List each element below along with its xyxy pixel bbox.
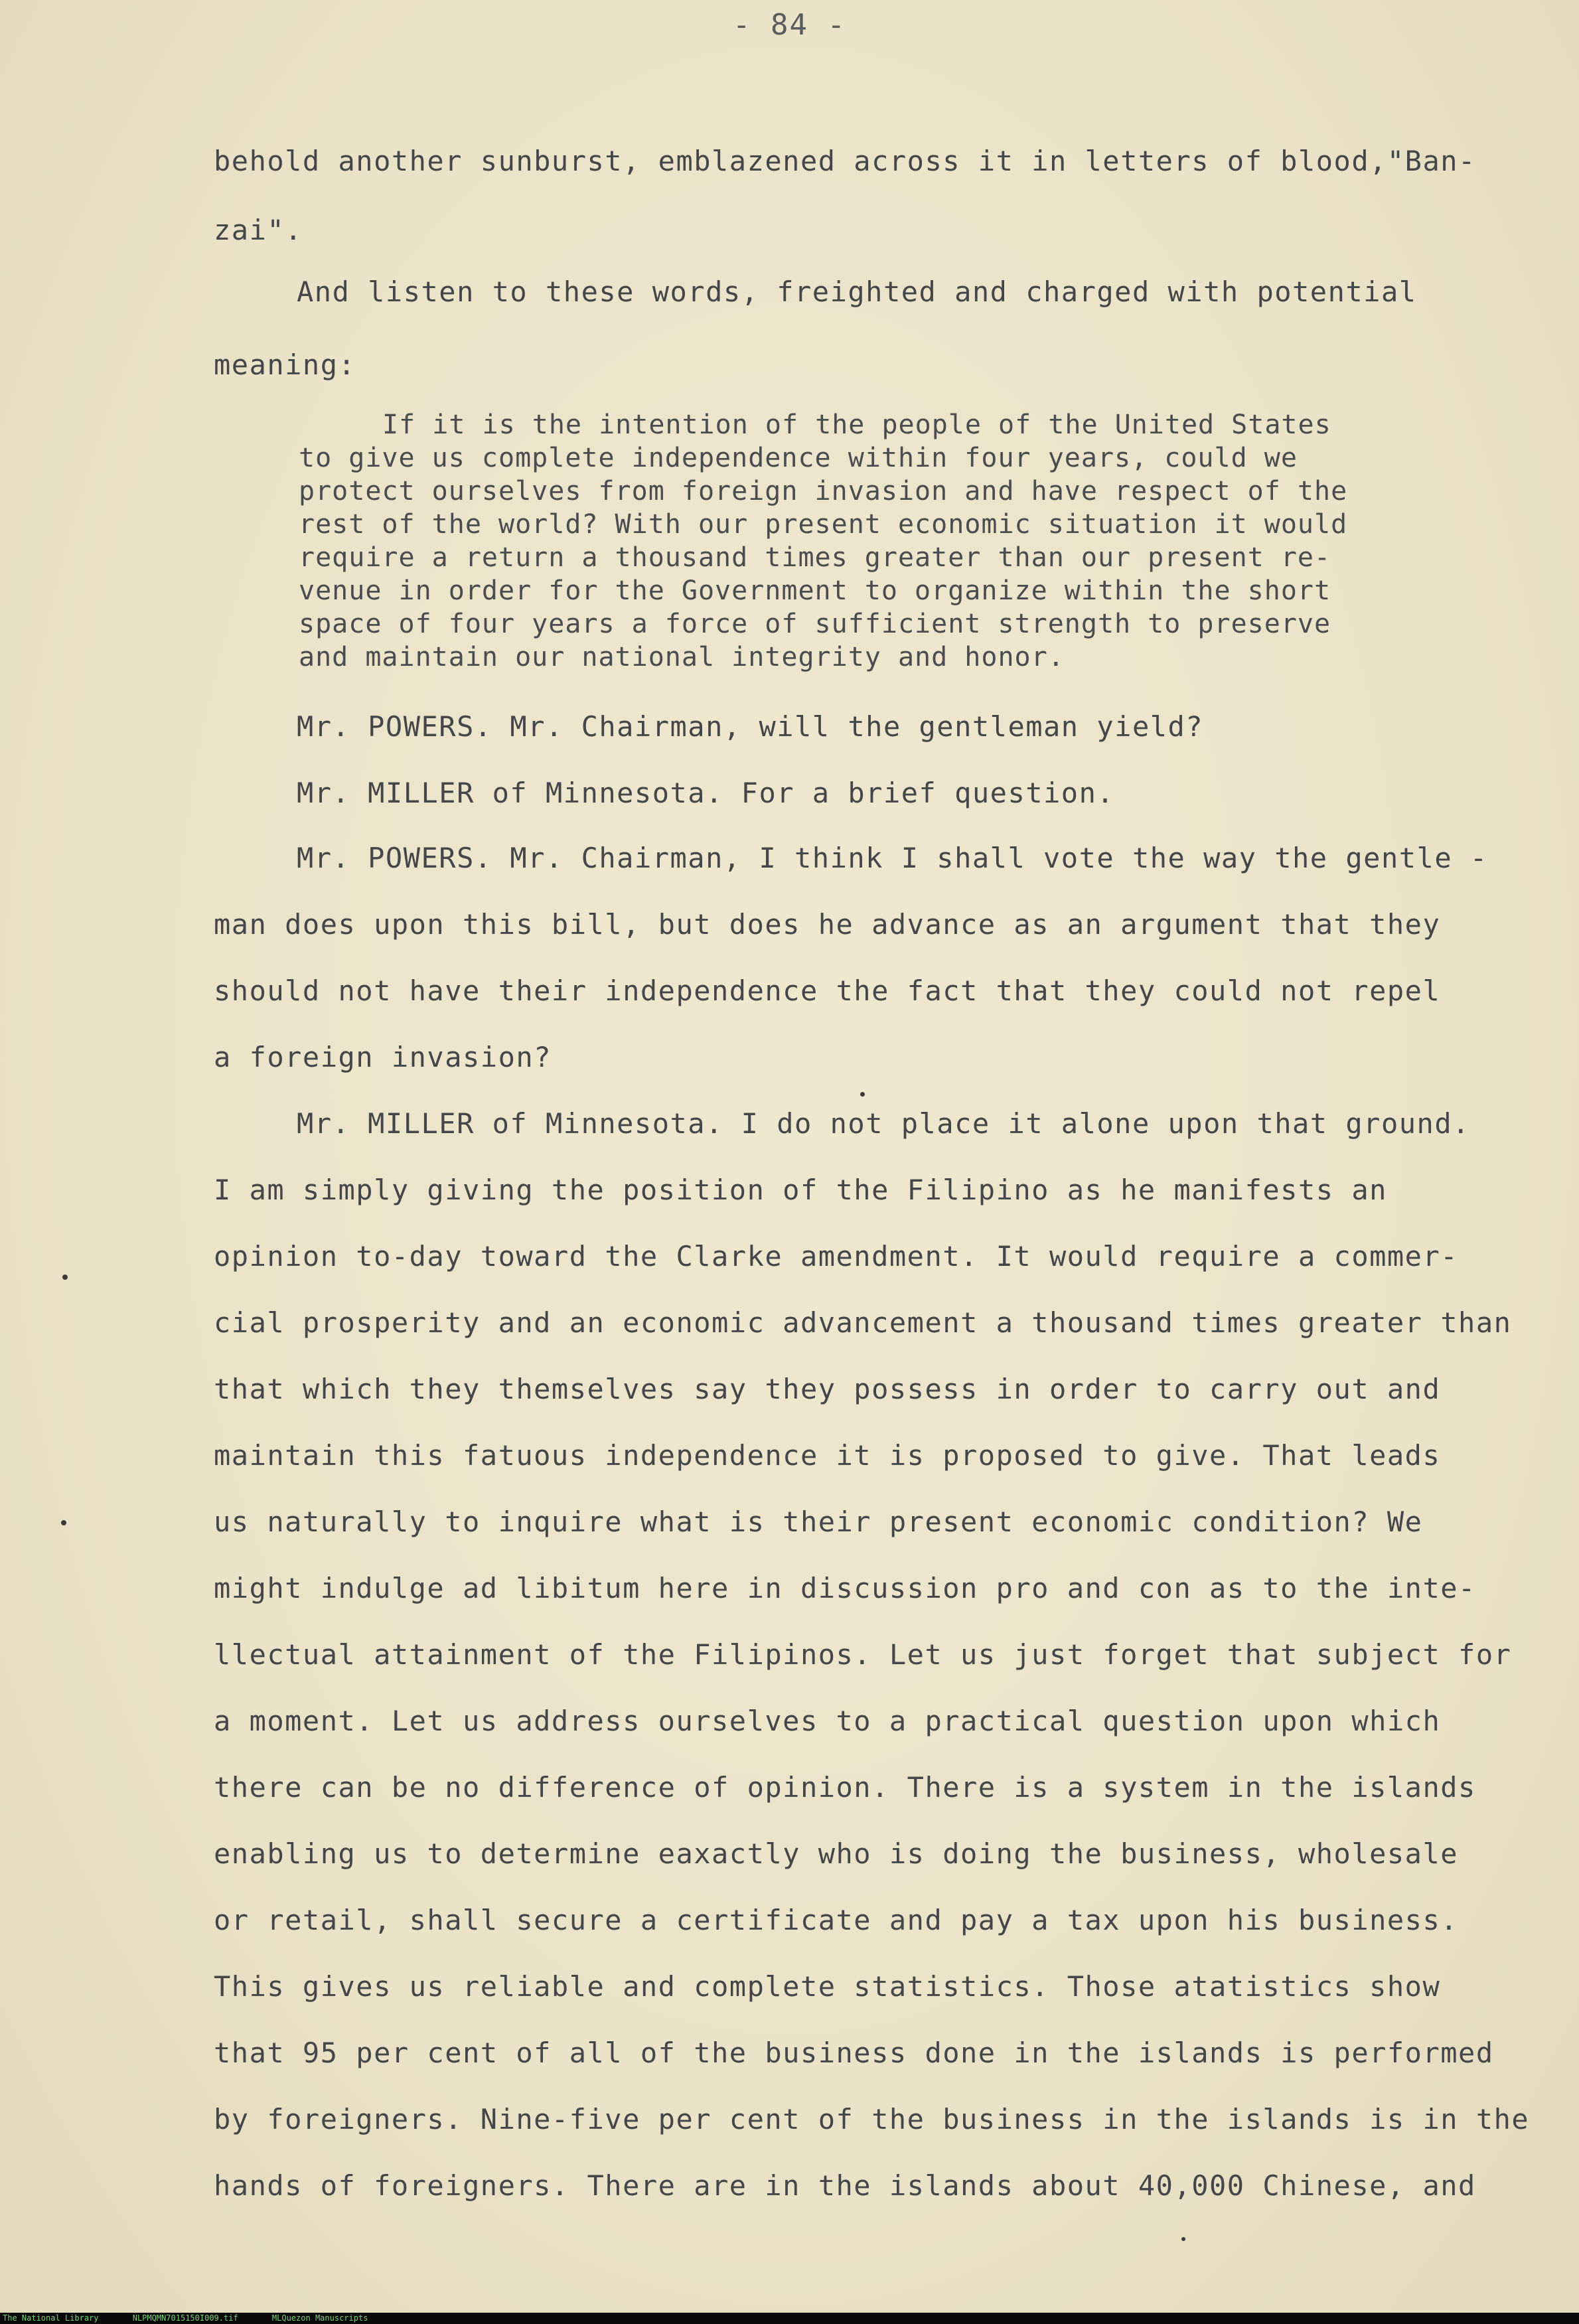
- text-line: Mr. POWERS. Mr. Chairman, I think I shall vote the way the gentle -: [297, 842, 1488, 874]
- ink-speck: [1181, 2237, 1185, 2241]
- page-number: - 84 -: [733, 8, 846, 42]
- text-line: enabling us to determine eaxactly who is doing the business, wholesale: [214, 1837, 1459, 1870]
- text-line: Mr. MILLER of Minnesota. For a brief question.: [297, 777, 1115, 809]
- text-line: that 95 per cent of all of the business done in the islands is performed: [214, 2037, 1494, 2069]
- footer-library: The National Library: [3, 2313, 99, 2323]
- ink-speck: [860, 1092, 865, 1097]
- text-line: maintain this fatuous independence it is proposed to give. That leads: [214, 1439, 1441, 1472]
- text-line: And listen to these words, freighted and charged with potential: [297, 275, 1417, 308]
- text-line: man does upon this bill, but does he advance as an argument that they: [214, 908, 1441, 941]
- ink-speck: [61, 1520, 66, 1525]
- quote-line: rest of the world? With our present economic situation it would: [299, 509, 1348, 540]
- text-line: This gives us reliable and complete statistics. Those atatistics show: [214, 1970, 1441, 2003]
- text-line: opinion to-day toward the Clarke amendment. It would require a commer-: [214, 1240, 1459, 1273]
- text-line: a foreign invasion?: [214, 1041, 552, 1073]
- text-line: that which they themselves say they possess in order to carry out and: [214, 1373, 1441, 1405]
- text-line: zai".: [214, 214, 303, 246]
- archive-footer-bar: [0, 2313, 1579, 2324]
- text-line: Mr. MILLER of Minnesota. I do not place it alone upon that ground.: [297, 1107, 1470, 1140]
- footer-collection: MLQuezon Manuscripts: [271, 2313, 368, 2323]
- text-line: behold another sunburst, emblazened across it in letters of blood,"Ban-: [214, 145, 1476, 177]
- quote-line: to give us complete independence within four years, could we: [299, 443, 1298, 473]
- text-line: a moment. Let us address ourselves to a practical question upon which: [214, 1705, 1441, 1737]
- quote-line: require a return a thousand times greater than our present re-: [299, 542, 1331, 573]
- quote-line: protect ourselves from foreign invasion and have respect of the: [299, 476, 1348, 506]
- text-line: meaning:: [214, 349, 356, 381]
- quote-line: space of four years a force of sufficient strength to preserve: [299, 609, 1331, 639]
- text-line: llectual attainment of the Filipinos. Let us just forget that subject for: [214, 1638, 1512, 1671]
- text-line: I am simply giving the position of the Filipino as he manifests an: [214, 1174, 1387, 1206]
- quote-line: If it is the intention of the people of the United States: [382, 410, 1331, 440]
- text-line: us naturally to inquire what is their present economic condition? We: [214, 1506, 1423, 1538]
- text-line: should not have their independence the fact that they could not repel: [214, 974, 1441, 1007]
- text-line: cial prosperity and an economic advancement a thousand times greater than: [214, 1306, 1512, 1339]
- text-line: there can be no difference of opinion. There is a system in the islands: [214, 1771, 1476, 1804]
- footer-file: NLPMQMN7015150I009.tif: [132, 2313, 238, 2323]
- text-line: hands of foreigners. There are in the islands about 40,000 Chinese, and: [214, 2169, 1476, 2202]
- text-line: Mr. POWERS. Mr. Chairman, will the gentleman yield?: [297, 710, 1204, 743]
- text-line: by foreigners. Nine-five per cent of the business in the islands is in the: [214, 2103, 1530, 2135]
- text-line: might indulge ad libitum here in discussion pro and con as to the inte-: [214, 1572, 1476, 1604]
- quote-line: venue in order for the Government to organize within the short: [299, 576, 1331, 606]
- quote-line: and maintain our national integrity and honor.: [299, 642, 1065, 672]
- text-line: or retail, shall secure a certificate and pay a tax upon his business.: [214, 1904, 1459, 1936]
- ink-speck: [62, 1275, 68, 1280]
